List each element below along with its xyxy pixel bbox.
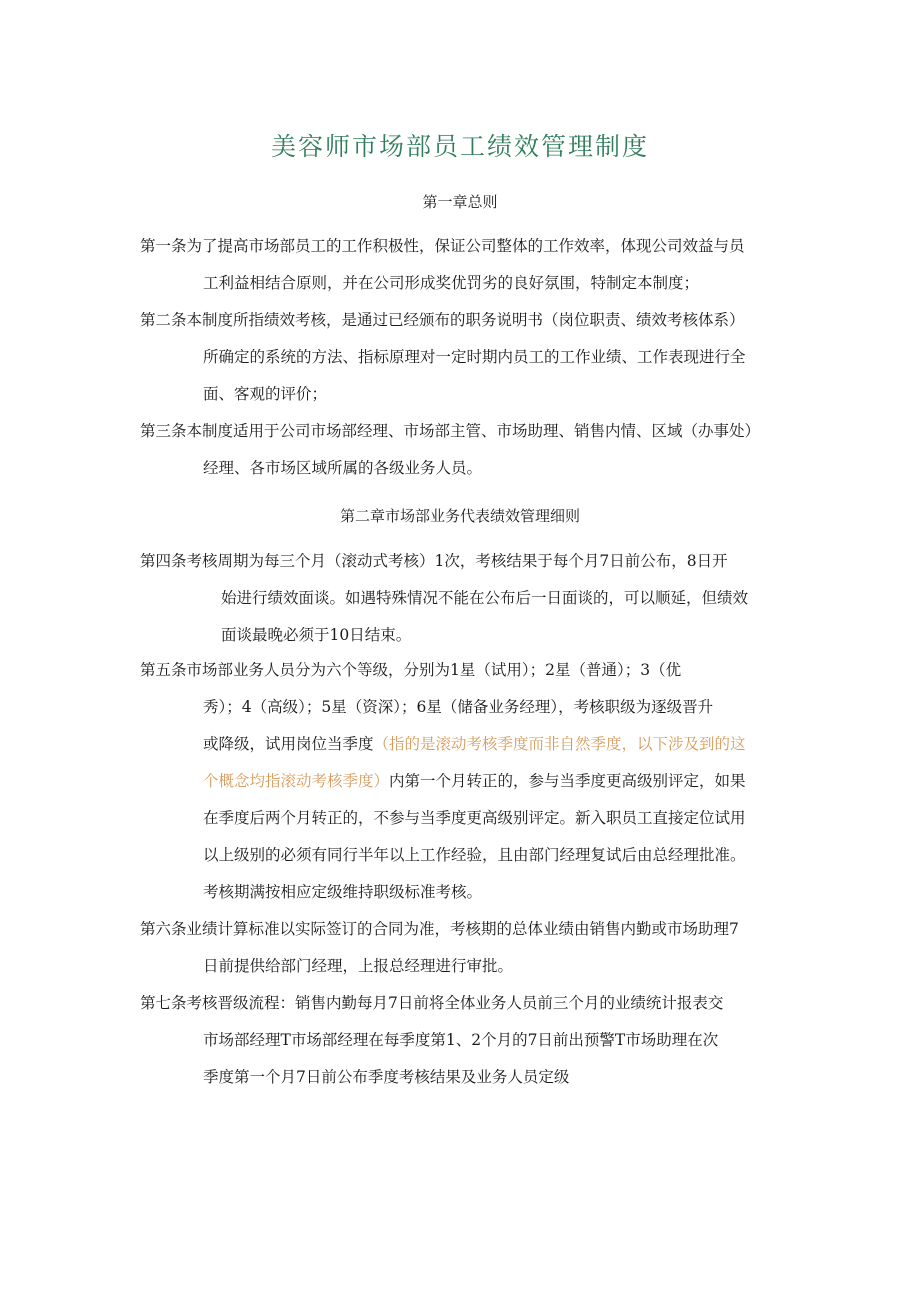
article-5-line-5: 在季度后两个月转正的，不参与当季度更高级别评定。新入职员工直接定位试用 (203, 809, 746, 827)
article-3 (140, 413, 805, 487)
article-1-line-1: 第一条为了提高市场部员工的工作积极性，保证公司整体的工作效率，体现公司效益与员 (140, 237, 745, 255)
article-4 (140, 543, 805, 654)
article-5-line-3-text: 或降级，试用岗位当季度 (203, 735, 374, 753)
article-5-scope-note: （指的是滚动考核季度而非自然季度，以下涉及到的这 (373, 735, 746, 753)
article-2-line-1: 第二条本制度所指绩效考核，是通过已经颁布的职务说明书（岗位职责、绩效考核体系） (140, 311, 745, 329)
article-4-line-2: 始进行绩效面谈。如遇特殊情况不能在公布后一日面谈的，可以顺延，但绩效 (221, 589, 749, 607)
article-1 (140, 228, 805, 302)
article-5-line-2: 秀）；4（高级）；5星（资深）；6星（储备业务经理），考核职级为逐级晋升 (203, 698, 714, 716)
article-5 (140, 652, 805, 911)
article-3-line-2: 经理、各市场区域所属的各级业务人员。 (203, 459, 483, 477)
chapter-heading-2: 第二章市场部业务代表绩效管理细则 (339, 507, 580, 525)
article-7-line-2: 市场部经理T市场部经理在每季度第1、2个月的7日前出预警T市场助理在次 (203, 1031, 719, 1049)
article-5-line-4 (140, 763, 805, 800)
document-title: 美容师市场部员工绩效管理制度 (270, 132, 649, 161)
article-3-line-1: 第三条本制度适用于公司市场部经理、市场部主管、市场助理、销售内情、区域（办事处） (140, 422, 761, 440)
article-7-line-3: 季度第一个月7日前公布季度考核结果及业务人员定级 (203, 1068, 570, 1086)
article-1-line-2: 工利益相结合原则，并在公司形成奖优罚劣的良好氛围，特制定本制度； (203, 274, 700, 292)
article-6-line-2: 日前提供给部门经理，上报总经理进行审批。 (203, 957, 514, 975)
article-5-line-1: 第五条市场部业务人员分为六个等级，分别为1星（试用）；2星（普通）；3（优 (140, 661, 682, 679)
article-7-line-1: 第七条考核晋级流程：销售内勤每月7日前将全体业务人员前三个月的业绩统计报表交 (140, 994, 724, 1012)
article-2-line-2: 所确定的系统的方法、指标原理对一定时期内员工的工作业绩、工作表现进行全 (203, 348, 746, 366)
article-4-line-1: 第四条考核周期为每三个月（滚动式考核）1次，考核结果于每个月7日前公布，8日开 (140, 552, 728, 570)
article-5-line-4-text: 内第一个月转正的，参与当季度更高级别评定，如果 (389, 772, 746, 790)
article-5-line-7: 考核期满按相应定级维持职级标准考核。 (203, 883, 483, 901)
article-7 (140, 985, 805, 1096)
chapter-heading-1: 第一章总则 (422, 193, 498, 211)
article-4-line-3: 面谈最晚必须于10日结束。 (221, 626, 412, 644)
article-6 (140, 911, 805, 985)
article-2 (140, 302, 805, 413)
article-5-scope-note-continued: 个概念均指滚动考核季度） (203, 772, 390, 790)
article-6-line-1: 第六条业绩计算标准以实际签订的合同为准，考核期的总体业绩由销售内勤或市场助理7 (140, 920, 739, 938)
article-5-line-3 (140, 726, 805, 763)
article-5-line-6: 以上级别的必须有同行半年以上工作经验，且由部门经理复试后由总经理批准。 (203, 846, 746, 864)
article-2-line-3: 面、客观的评价； (203, 385, 328, 403)
